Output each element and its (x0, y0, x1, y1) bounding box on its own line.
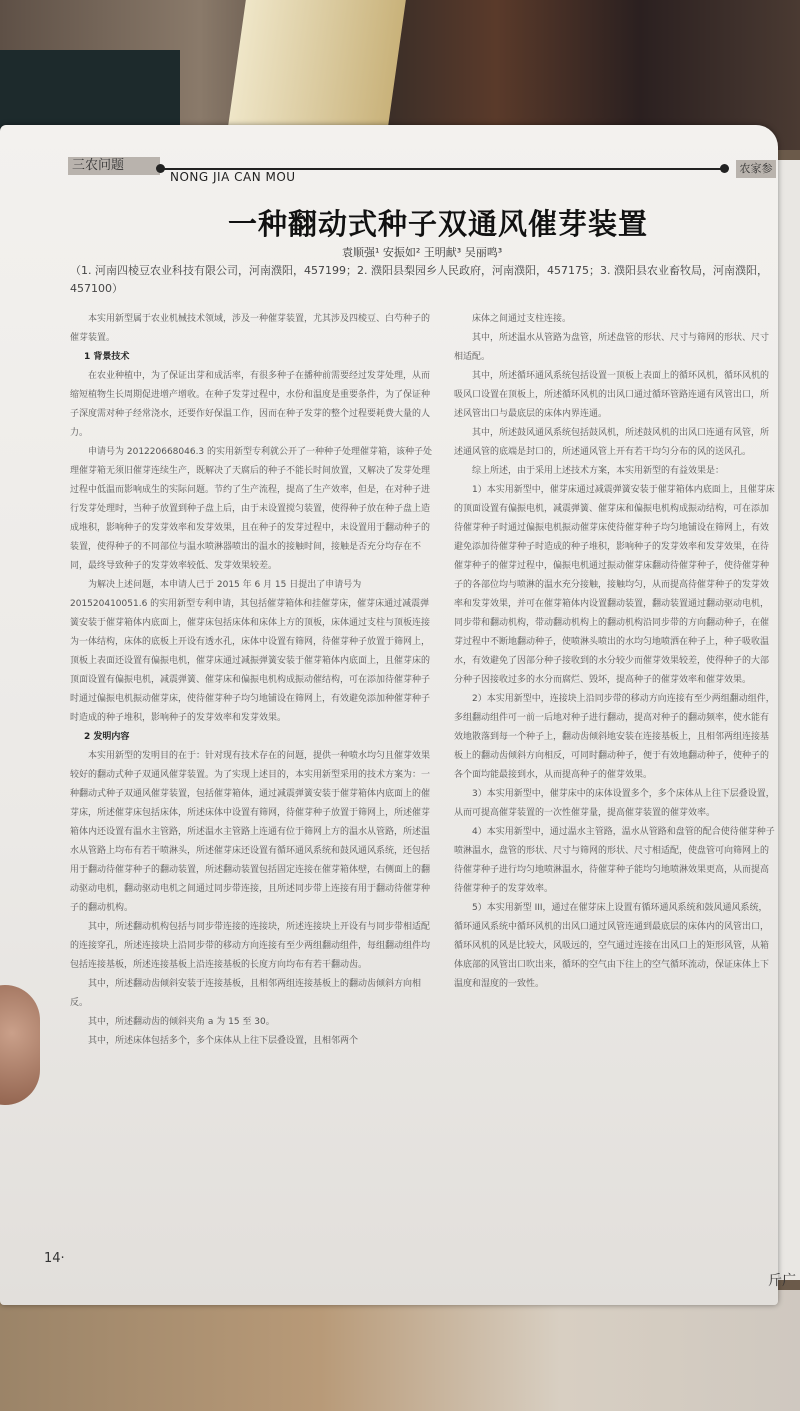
article-title: 一种翻动式种子双通风催芽装置 (228, 207, 649, 241)
body-paragraph: 其中，所述翻动齿倾斜安装于连接基板，且相邻两组连接基板上的翻动齿倾斜方向相反。 (70, 979, 422, 1008)
body-paragraph: 申请号为 201220668046.3 的实用新型专利就公开了一种种子处理催芽箱，该种子处理催芽箱无须旧催芽连续生产，既解决了天腐后的种子不能长时间放置，又解决了发芽处理过程中低温而影响成生的实际问题。节约了生产流程，提高了生产效率，但是，在对种子进行发芽处理时，当种子放置到种子盘上后，由于未设置搅匀装置，使得种子放在种子盘上造成堆积，影响种子的发芽效率和发芽效果，且在种子的发芽过程中，未设置用于翻动种子的装置，使得种子的不同部位与温水喷淋器喷出的温水的接触时间，接触是否充分均存在不同，最终导致种子的发芽效率较低、发芽效果较差。 (70, 447, 433, 571)
header-dot-right (720, 164, 729, 173)
page-number: 14· (44, 1251, 65, 1266)
photo-background-bottom (0, 1290, 800, 1411)
right-column (454, 310, 776, 994)
body-paragraph: 床体之间通过支柱连接。 (472, 314, 572, 324)
body-paragraph: 其中，所述循环通风系统包括设置一顶板上表面上的循环风机，循环风机的吸风口设置在顶板上，所述循环风机的出风口通过循环管路连通有风管出口，所述风管出口与最底层的床体内界连通。 (454, 371, 770, 419)
photo-thumb (0, 985, 40, 1105)
header-dot-left (156, 164, 165, 173)
left-column (70, 310, 438, 1051)
section-label: 三农问题 (68, 157, 160, 175)
body-paragraph: 3）本实用新型中，催芽床中的床体设置多个，多个床体从上往下层叠设置，从而可提高催芽装置的一次性催芽量，提高催芽装置的催芽效率。 (454, 789, 775, 818)
body-paragraph: 在农业种植中，为了保证出芽和成活率，有很多种子在播种前需要经过发芽处理，从而缩短植物生长周期促进增产增收。在种子发芽过程中，水份和温度是重要条件，为了保证种子深度需对种子经常浇水，还要作好保温工作，因而在种子发芽的整个过程要耗费大量的人力。 (70, 371, 431, 438)
body-paragraph: 本实用新型属于农业机械技术领域，涉及一种催芽装置，尤其涉及四棱豆、白芍种子的催芽装置。 (70, 314, 431, 343)
body-paragraph: 本实用新型的发明目的在于：针对现有技术存在的问题，提供一种喷水均匀且催芽效果较好的翻动式种子双通风催芽装置。为了实现上述目的，本实用新型采用的技术方案为：一种翻动式种子双通风催芽装置，包括催芽箱体，通过减震弹簧安装于催芽箱体内底面上的催芽床，所述催芽床包括床体，所述床体中设置有筛网，待催芽种子放置于筛网上，所述催芽箱体内还设置有温水主管路，所述温水主管路上连通有位于筛网上方的温水从管路，所述温水从管路上均布有若干喷淋头，所述催芽床还设置有循环通风系统和鼓风通风系统，还包括用于翻动待催芽种子的翻动装置，所述翻动装置包括固定连接在催芽箱体壁，右侧面上的翻动驱动电机，翻动驱动电机之间通过同步带连接，且所述同步带上连接有用于翻动待催芽种子的翻动机构。 (70, 751, 431, 913)
header-pinyin: NONG JIA CAN MOU (170, 170, 296, 184)
next-page-edge (778, 160, 800, 1280)
body-paragraph: 其中，所述鼓风通风系统包括鼓风机，所述鼓风机的出风口连通有风管，所述通风管的底端是封口的，所述通风管上开有若干均匀分布的风的送风孔。 (454, 428, 770, 457)
body-paragraph: 为解决上述问题，本申请人已于 2015 年 6 月 15 日提出了申请号为 201520410051.6 的实用新型专利申请，其包括催芽箱体和挂催芽床，催芽床通过减震弹簧安装于催芽箱体内底面上，催芽床包括床体和床体上方的顶板，床体通过支柱与顶板连接为一体结构，床体的底板上开设有透水孔，床体中设置有筛网，待催芽种子放置于筛网上，顶板上表面还设置有偏振电机，催芽床通过减振弹簧安装于催芽箱体内底面上，且催芽床的顶面设置有偏振电机，减震弹簧、催芽床和偏振电机构成振动催结构，可在添加待催芽种子时通过偏振电机振动催芽床，使待催芽种子均匀地铺设在筛网上，有效避免添加种催芽种子时造成的种子堆积，影响种子的发芽效率和发芽效果。 (70, 580, 431, 723)
body-paragraph: 其中，所述床体包括多个，多个床体从上往下层叠设置，且相邻两个 (88, 1036, 359, 1046)
article-authors: 袁顺强¹ 安振如² 王明献³ 吴丽鸣³ (342, 246, 503, 259)
body-paragraph: 4）本实用新型中，通过温水主管路，温水从管路和盘管的配合使待催芽种子喷淋温水，盘管的形状、尺寸与筛网的形状、尺寸相适配，使盘管可向筛网上的待催芽种子进行均匀地喷淋温水，待催芽种子能均匀地喷淋效果更高，从而提高待催芽种子的发芽效率。 (454, 827, 775, 894)
body-paragraph: 2）本实用新型中，连接块上沿同步带的移动方向连接有至少两组翻动组件，多组翻动组件可一前一后地对种子进行翻动，提高对种子的翻动频率，使水能有效地散落到每一个种子上，翻动齿倾斜地安装在连接基板上，且相邻两组连接基板上的翻动齿倾斜方向相反，可同时翻动种子，便于有效地翻动种子，使种子的各个面均能最接到水，从而提高种子的催芽效果。 (454, 694, 775, 780)
article-affiliation: （1. 河南四棱豆农业科技有限公司，河南濮阳，457199；2. 濮阳县梨园乡人民政府，河南濮阳，457175；3. 濮阳县农业畜牧局，河南濮阳，457100） (70, 264, 768, 295)
body-paragraph: 其中，所述温水从管路为盘管，所述盘管的形状、尺寸与筛网的形状、尺寸相适配。 (454, 333, 770, 362)
body-paragraph: 5）本实用新型 III，通过在催芽床上设置有循环通风系统和鼓风通风系统，循环通风系统中循环风机的出风口通过风管连通到最底层的床体内的风管出口，循环风机的风是比较大，风吸远的，空气通过连接在出风口上的矩形风管，从箱体底部的风管出口吹出来，循环的空气由下往上的空气循环流动，保证床体上下温度和湿度的一致性。 (454, 903, 770, 989)
section-heading: 1 背景技术 (84, 352, 130, 362)
body-paragraph: 综上所述，由于采用上述技术方案，本实用新型的有益效果是： (472, 466, 725, 476)
body-paragraph: 1）本实用新型中，催芽床通过减震弹簧安装于催芽箱体内底面上，且催芽床的顶面设置有偏振电机，减震弹簧、催芽床和偏振电机构成振动结构，可在添加待催芽种子时通过偏振电机振动催芽床使待催芽种子均匀地铺设在筛网上，有效避免添加待催芽种子时造成的种子堆积，影响种子的发芽效率和发芽效果，在待催芽种子的催芽过程中，偏振电机通过振动催芽床翻动待催芽种子，使待催芽种子的各部位均与喷淋的温水充分接触，接触均匀，从而提高待催芽种子的发芽效率和发芽效果，并可在催芽箱体内设置翻动装置，翻动装置通过翻动驱动电机，同步带和翻动机构，带动翻动机构上的翻动机构沿同步带的方向翻动种子，在催芽过程中不断地翻动种子，使喷淋头喷出的水均匀地喷洒在种子上，种子吸收温水，有效避免了因部分种子接收到的水分较少而催芽效果较差，使得种子的大部分种子因接收过多的水分而腐烂、毁坏，提高种子的催芽效率和催芽效果。 (454, 485, 775, 685)
photo-book-spine (226, 0, 406, 140)
header-tab: 农家参 (736, 160, 776, 178)
section-heading: 2 发明内容 (84, 732, 130, 742)
body-paragraph: 其中，所述翻动机构包括与同步带连接的连接块，所述连接块上开设有与同步带相适配的连接穿孔，所述连接块上沿同步带的移动方向连接有至少两组翻动组件，每组翻动组件均包括连接基板，所述连接基板上沿连接基板的长度方向均布有若干翻动齿。 (70, 922, 431, 970)
body-paragraph: 其中，所述翻动齿的倾斜夹角 a 为 15 至 30。 (88, 1017, 275, 1027)
next-page-corner-text: 斤广 (768, 1273, 796, 1289)
